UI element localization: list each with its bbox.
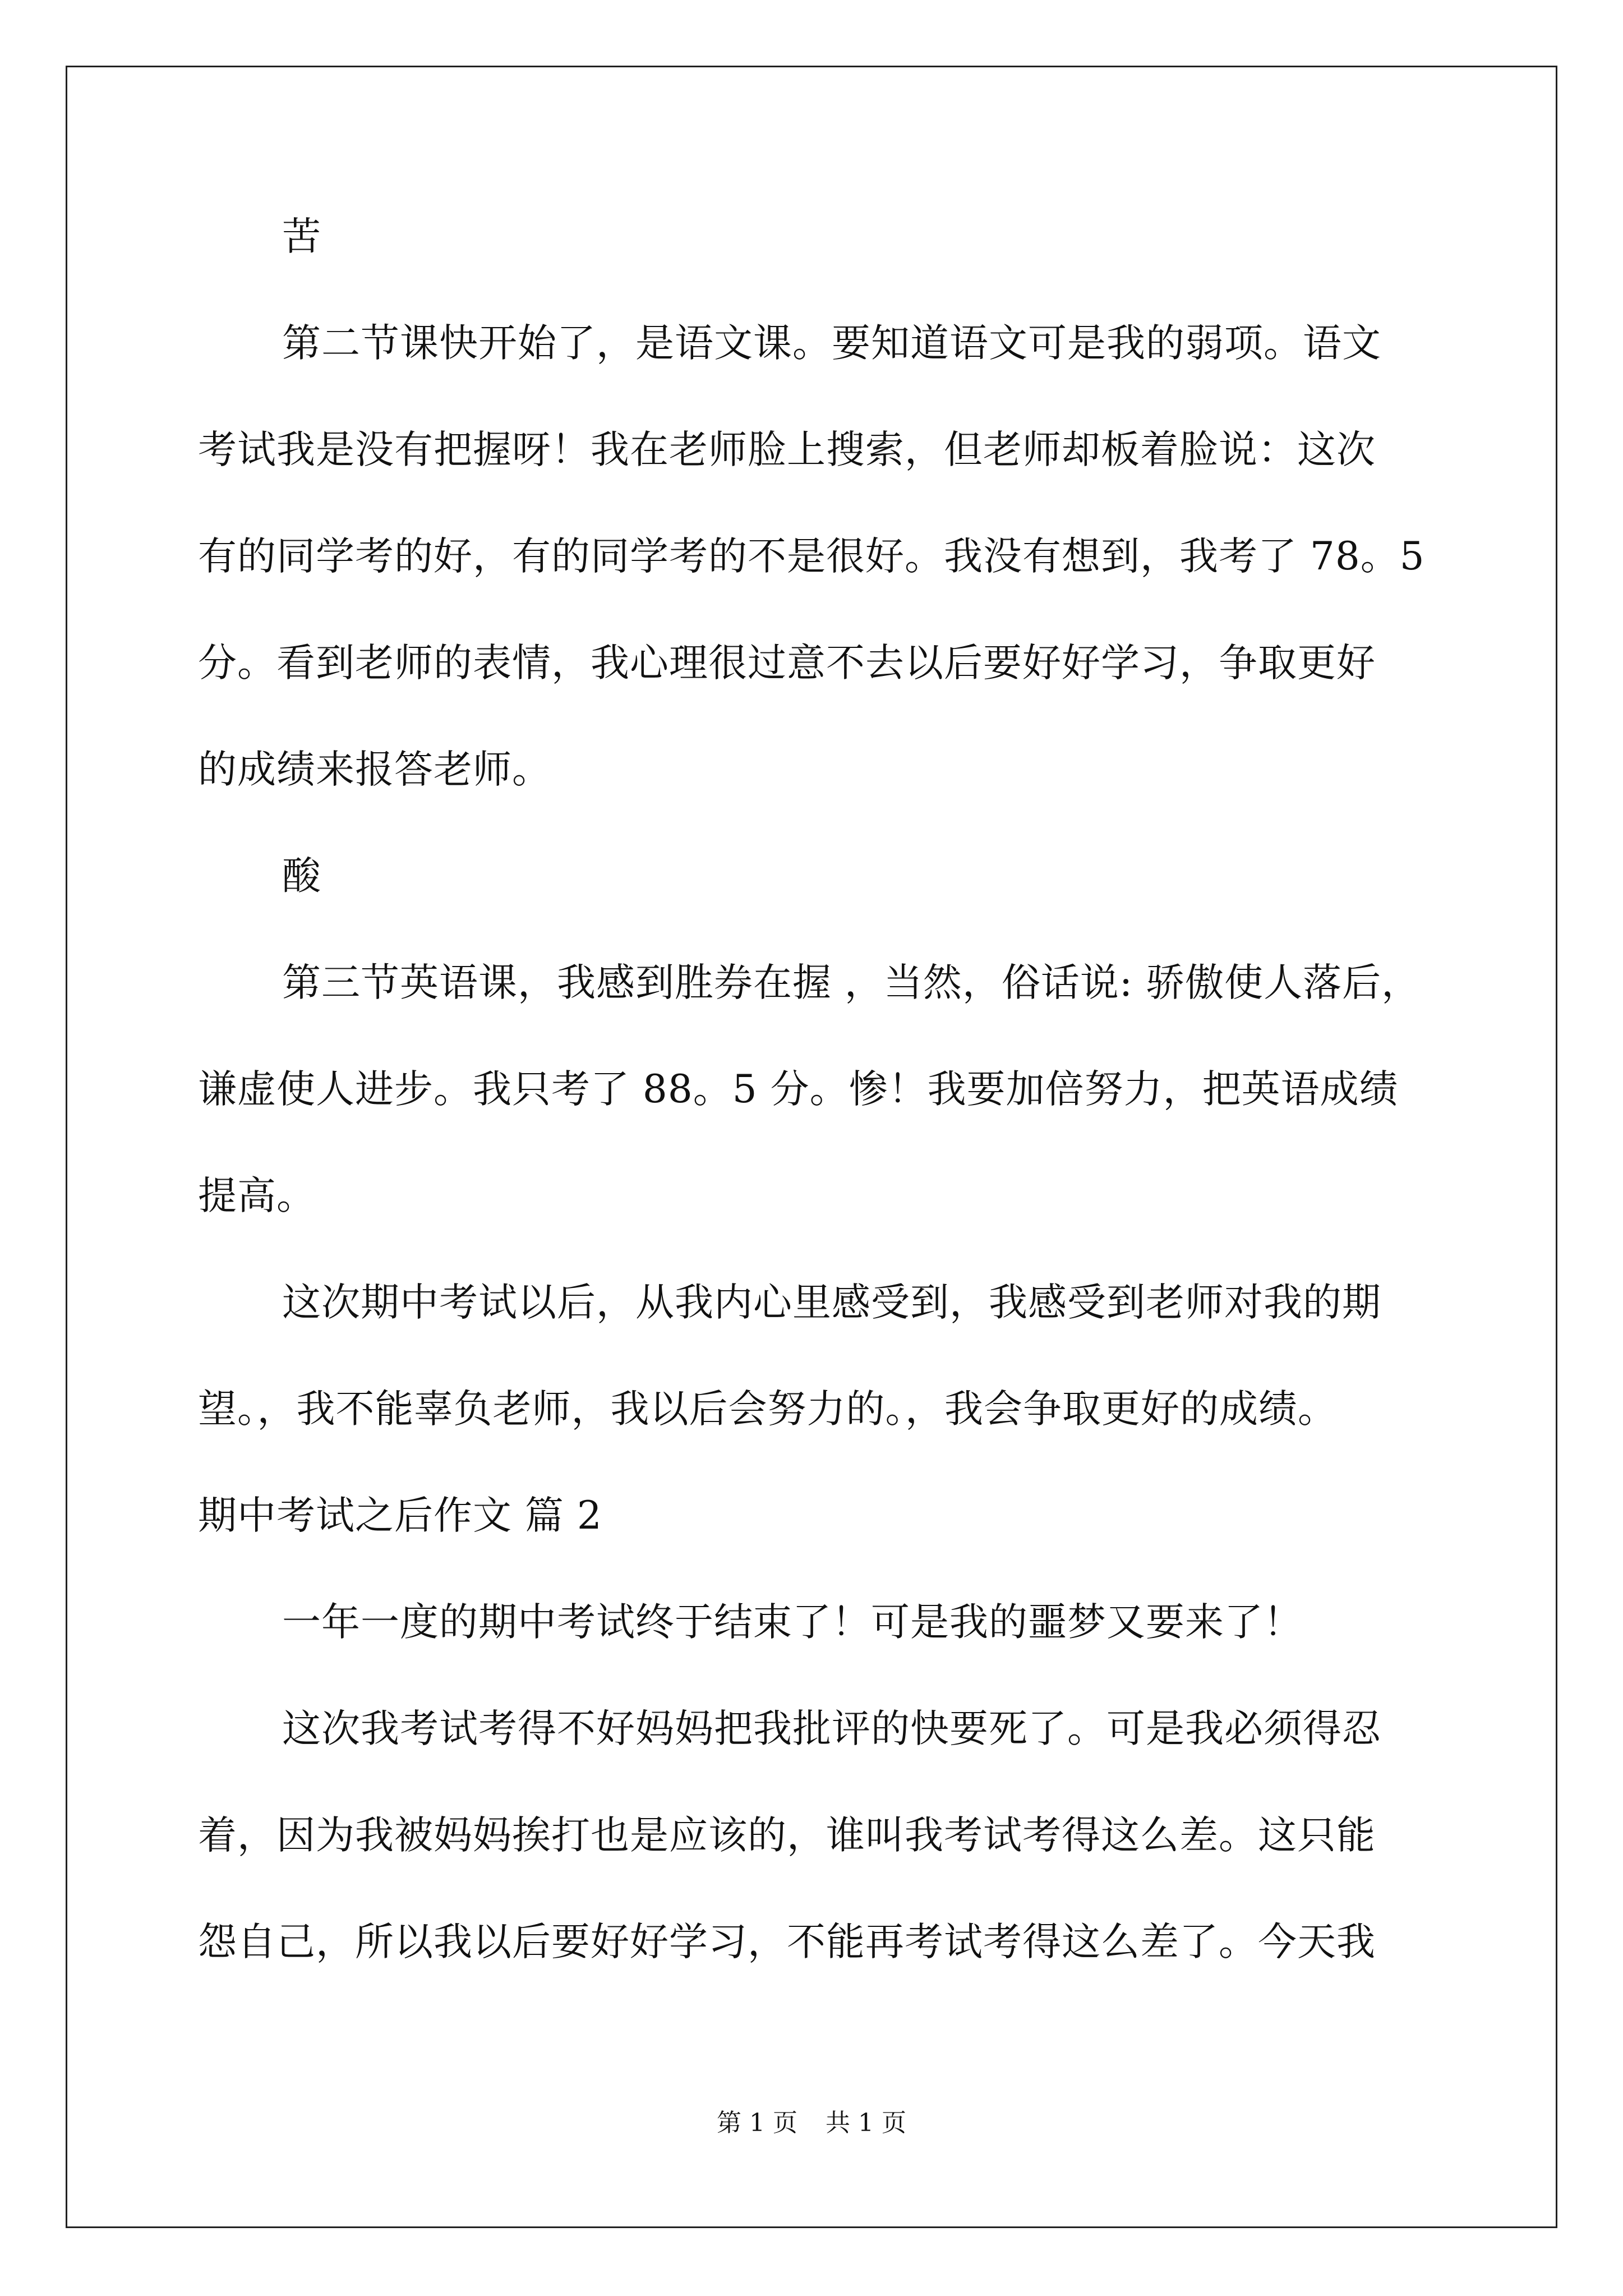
paragraph-line: 的成绩来报答老师。 xyxy=(198,747,551,792)
paragraph-line: 第三节英语课，我感到胜券在握 ，当然，俗话说: 骄傲使人落后， xyxy=(282,960,1421,1005)
paragraph-line: 第二节课快开始了，是语文课。要知道语文可是我的弱项。语文 xyxy=(282,321,1381,366)
page-footer xyxy=(0,2106,1623,2140)
paragraph-line: 这次期中考试以后，从我内心里感受到，我感受到老师对我的期 xyxy=(282,1280,1381,1325)
paragraph-line: 一年一度的期中考试终于结束了！可是我的噩梦又要来了！ xyxy=(282,1600,1303,1645)
paragraph-line: 谦虚使人进步。我只考了 88。5 分。惨！我要加倍努力，把英语成绩 xyxy=(198,1067,1399,1112)
paragraph-line: 这次我考试考得不好妈妈把我批评的快要死了。可是我必须得忍 xyxy=(282,1706,1381,1751)
page-border xyxy=(66,66,1557,2228)
paragraph-line: 望。，我不能辜负老师，我以后会努力的。，我会争取更好的成绩。 xyxy=(198,1387,1337,1432)
section-heading-sour: 酸 xyxy=(282,854,321,899)
paragraph-line: 提高。 xyxy=(198,1174,316,1218)
paragraph-line: 有的同学考的好，有的同学考的不是很好。我没有想到，我考了 78。5 xyxy=(198,534,1425,579)
paragraph-line: 怨自己，所以我以后要好好学习，不能再考试考得这么差了。今天我 xyxy=(198,1920,1376,1964)
page-number-total: 共 1 页 xyxy=(826,2109,906,2137)
article-title: 期中考试之后作文 篇 2 xyxy=(198,1493,602,1538)
page-number-current: 第 1 页 xyxy=(717,2109,797,2137)
paragraph-line: 着，因为我被妈妈挨打也是应该的，谁叫我考试考得这么差。这只能 xyxy=(198,1813,1376,1858)
paragraph-line: 分。看到老师的表情，我心理很过意不去以后要好好学习，争取更好 xyxy=(198,641,1376,685)
paragraph-line: 考试我是没有把握呀！我在老师脸上搜索，但老师却板着脸说：这次 xyxy=(198,427,1376,472)
section-heading-bitter: 苦 xyxy=(282,214,321,259)
